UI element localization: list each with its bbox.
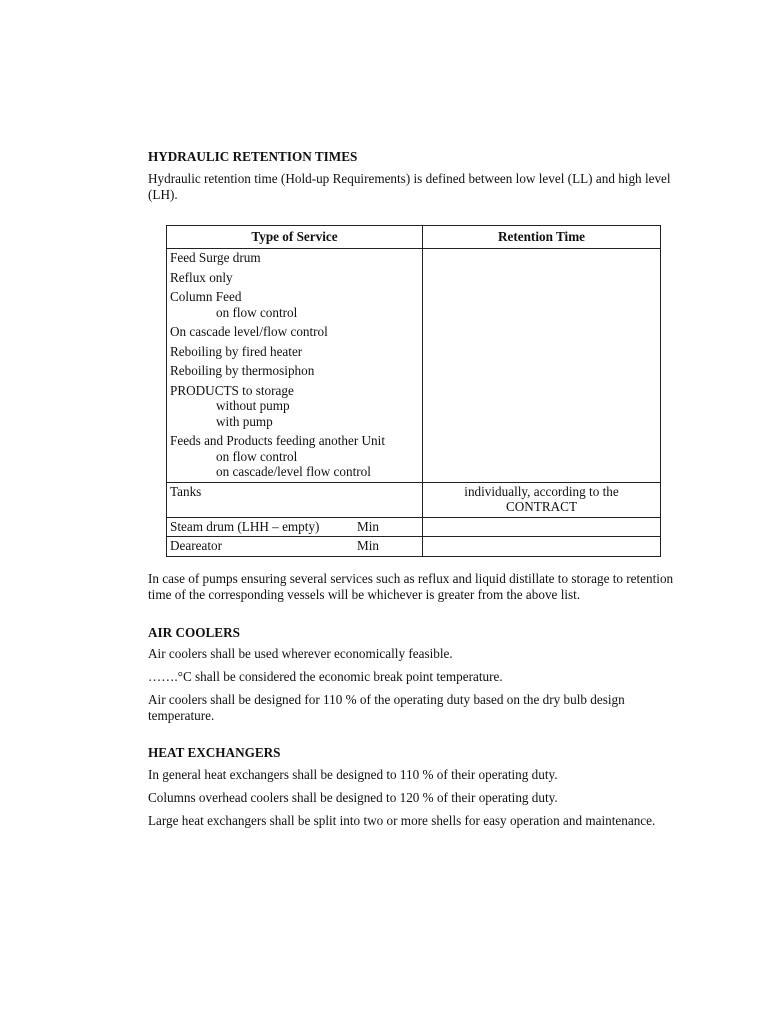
header-retention-time: Retention Time [423,226,661,249]
deareator-value-cell [423,537,661,557]
service-item-sublabel: on cascade/level flow control [216,464,371,479]
table-row-steam-drum [167,517,661,537]
service-item-label: Feed Surge drum [170,250,261,265]
intro-line-1: Hydraulic retention time (Hold-up Requirements) is defined between low level (LL) and high level [148,171,671,186]
service-item-sublabel: without pump [216,398,290,413]
service-item-label: Feeds and Products feeding another Unit [170,433,385,448]
air-coolers-p3-line-1: Air coolers shall be designed for 110 % of the operating duty based on the dry bulb design [148,692,625,707]
tanks-value-line-2: CONTRACT [505,499,578,514]
retention-time-table [166,225,661,557]
service-item-label: Column Feed [170,289,242,304]
service-item-sublabel: with pump [216,413,273,429]
table-row-tanks [167,482,661,517]
service-item [170,363,419,379]
tanks-label: Tanks [167,482,423,517]
deareator-min: Min [357,538,379,553]
service-item-label: Reboiling by thermosiphon [170,363,315,378]
intro-paragraph [148,171,720,203]
service-item-label: Reflux only [170,269,233,285]
service-item [170,433,419,480]
air-coolers-paragraph-2: …….°C shall be considered the economic break point temperature. [148,669,503,684]
steam-drum-value-cell [423,517,661,537]
header-type-of-service: Type of Service [167,226,423,249]
steam-drum-min: Min [357,518,379,534]
pumps-line-1: In case of pumps ensuring several services such as reflux and liquid distillate to storage to retention [148,571,674,586]
service-item-sublabel: on flow control [216,448,298,464]
section-heading-air-coolers: AIR COOLERS [148,625,240,640]
table-row-services [167,249,661,483]
steam-drum-label: Steam drum (LHH – empty) [170,518,320,534]
service-list-cell [167,249,423,483]
service-item [170,324,419,340]
service-item-label: PRODUCTS to storage [170,382,294,398]
deareator-cell [167,537,423,557]
service-item [170,383,419,430]
table-row-deareator [167,537,661,557]
heat-exchangers-paragraph-3: Large heat exchangers shall be split into two or more shells for easy operation and maintenance. [148,813,656,828]
service-item-label: On cascade level/flow control [170,324,328,339]
section-heading-heat-exchangers: HEAT EXCHANGERS [148,745,281,760]
air-coolers-p3-line-2: temperature. [148,708,215,723]
tanks-value-cell [423,482,661,517]
service-item [170,289,419,320]
pumps-line-2: time of the corresponding vessels will be whichever is greater from the above list. [148,587,581,602]
heat-exchangers-paragraph-2: Columns overhead coolers shall be designed to 120 % of their operating duty. [148,790,558,805]
service-item-label: Reboiling by fired heater [170,343,303,359]
air-coolers-paragraph-3 [148,692,720,724]
service-item [170,270,419,286]
air-coolers-paragraph-1: Air coolers shall be used wherever economically feasible. [148,646,453,661]
section-heading-hydraulic-retention: HYDRAULIC RETENTION TIMES [148,149,358,164]
service-item [170,250,419,266]
steam-drum-cell [167,517,423,537]
intro-line-2: (LH). [148,187,178,202]
deareator-label: Deareator [170,538,222,553]
service-item [170,344,419,360]
table-header-row [167,226,661,249]
tanks-value-line-1: individually, according to the [464,483,619,499]
retention-value-cell [423,249,661,483]
heat-exchangers-paragraph-1: In general heat exchangers shall be designed to 110 % of their operating duty. [148,767,558,782]
service-item-sublabel: on flow control [216,304,298,320]
pumps-paragraph [148,571,720,603]
